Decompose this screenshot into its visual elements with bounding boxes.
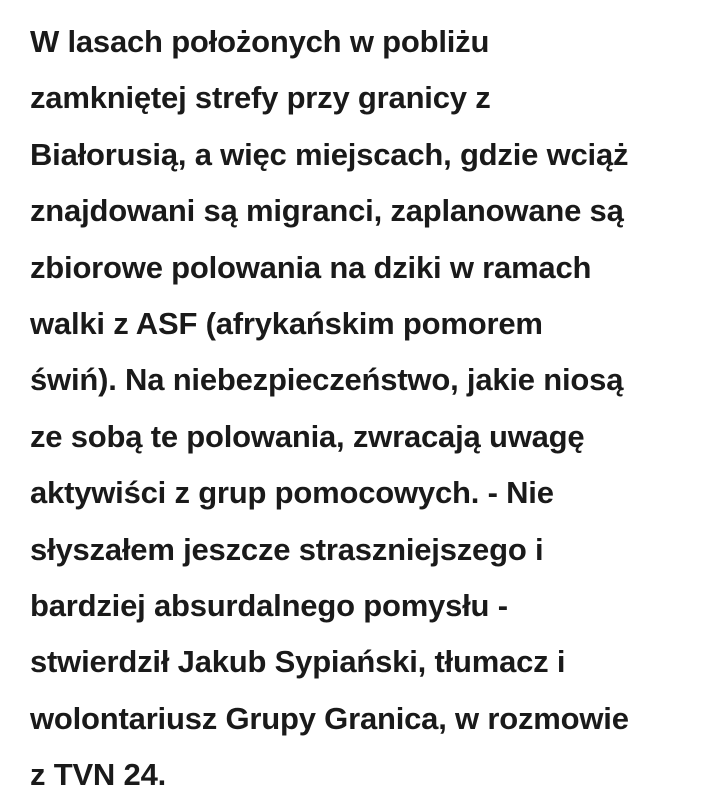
paragraph-line: walki z ASF (afrykańskim pomorem [30, 306, 543, 342]
paragraph-line: aktywiści z grup pomocowych. - Nie [30, 475, 554, 511]
paragraph-line: świń). Na niebezpieczeństwo, jakie niosą [30, 362, 624, 398]
article-paragraph [30, 14, 710, 804]
paragraph-line: bardziej absurdalnego pomysłu - [30, 588, 508, 624]
paragraph-line: z TVN 24. [30, 757, 167, 793]
paragraph-line: stwierdził Jakub Sypiański, tłumacz i [30, 644, 566, 680]
paragraph-line: ze sobą te polowania, zwracają uwagę [30, 418, 585, 454]
paragraph-line: wolontariusz Grupy Granica, w rozmowie [30, 700, 629, 736]
paragraph-line: zbiorowe polowania na dziki w ramach [30, 249, 592, 285]
paragraph-line: znajdowani są migranci, zaplanowane są [30, 193, 624, 229]
paragraph-line: zamkniętej strefy przy granicy z [30, 80, 491, 116]
paragraph-line: Białorusią, a więc miejscach, gdzie wciąż [30, 136, 629, 172]
paragraph-line: W lasach położonych w pobliżu [30, 24, 490, 59]
paragraph-line: słyszałem jeszcze straszniejszego i [30, 531, 544, 567]
